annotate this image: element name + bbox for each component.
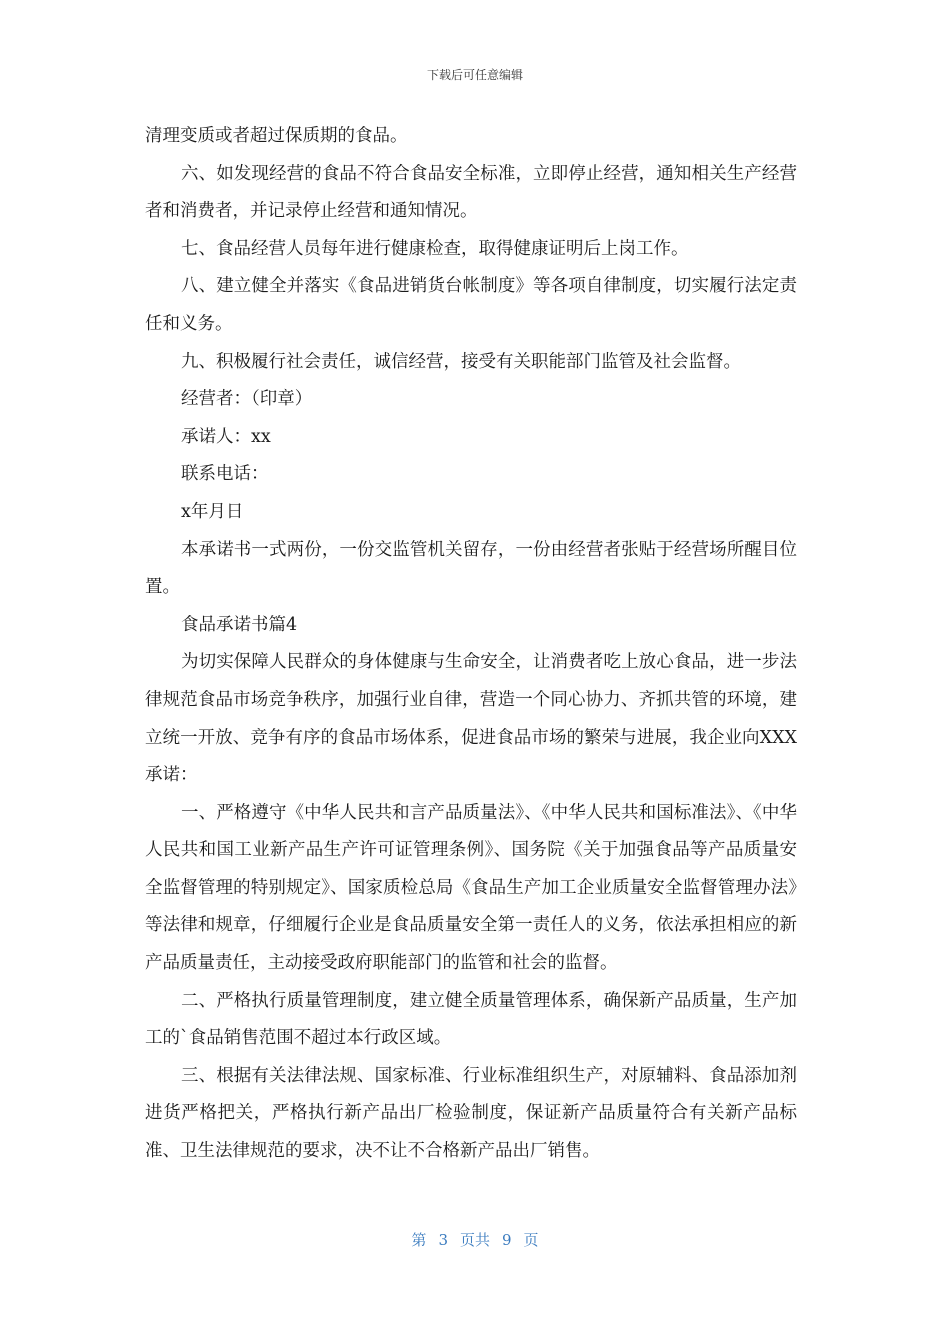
paragraph: 本承诺书一式两份，一份交监管机关留存，一份由经营者张贴于经营场所醒目位置。 <box>145 539 797 598</box>
paragraph: 清理变质或者超过保质期的食品。 <box>145 126 408 146</box>
footer-suffix: 页 <box>523 1231 539 1249</box>
footer-prefix: 第 <box>411 1231 427 1249</box>
paragraph: 一、严格遵守《中华人民共和言产品质量法》、《中华人民共和国标准法》、《中华人民共和国工业新产品生产许可证管理条例》、国务院《关于加强食品等产品质量安全监督管理的特别规定》、国家质检总局《食品生产加工企业质量安全监督管理办法》等法律和规章，仔细履行企业是食品质量安全第一责任人的义务，依法承担相应的新产品质量责任，主动接受政府职能部门的监管和社会的监督。 <box>145 802 797 974</box>
paragraph: 九、积极履行社会责任，诚信经营，接受有关职能部门监管及社会监督。 <box>181 351 741 372</box>
header-note: 下载后可任意编辑 <box>426 68 523 82</box>
paragraph: 七、食品经营人员每年进行健康检查，取得健康证明后上岗工作。 <box>181 238 689 259</box>
footer-page-number: 3 <box>438 1231 448 1249</box>
document-body <box>145 118 797 1171</box>
section-title: 食品承诺书篇4 <box>181 614 298 635</box>
promiser-line: 承诺人：xx <box>181 426 271 447</box>
paragraph: 八、建立健全并落实《食品进销货台帐制度》等各项自律制度，切实履行法定责任和义务。 <box>145 276 797 334</box>
page-header <box>0 66 950 83</box>
footer-total-pages: 9 <box>502 1231 512 1249</box>
paragraph: 六、如发现经营的食品不符合食品安全标准，立即停止经营，通知相关生产经营者和消费者，并记录停止经营和通知情况。 <box>145 163 797 222</box>
phone-line: 联系电话： <box>181 464 269 485</box>
footer-middle: 页共 <box>459 1231 490 1249</box>
paragraph: 三、根据有关法律法规、国家标准、行业标准组织生产，对原辅料、食品添加剂进货严格把关，严格执行新产品出厂检验制度，保证新产品质量符合有关新产品标准、卫生法律规范的要求，决不让不合格新产品出厂销售。 <box>145 1065 797 1162</box>
paragraph: 为切实保障人民群众的身体健康与生命安全，让消费者吃上放心食品，进一步法律规范食品市场竞争秩序，加强行业自律，营造一个同心协力、齐抓共管的环境，建立统一开放、竞争有序的食品市场体系，促进食品市场的繁荣与进展，我企业向XXX承诺： <box>145 652 797 786</box>
date-line: x年月日 <box>181 501 244 522</box>
operator-seal-line: 经营者：（印章） <box>181 389 313 410</box>
page-footer <box>0 1229 950 1250</box>
paragraph: 二、严格执行质量管理制度，建立健全质量管理体系，确保新产品质量，生产加工的`食品销售范围不超过本行政区域。 <box>145 990 797 1049</box>
